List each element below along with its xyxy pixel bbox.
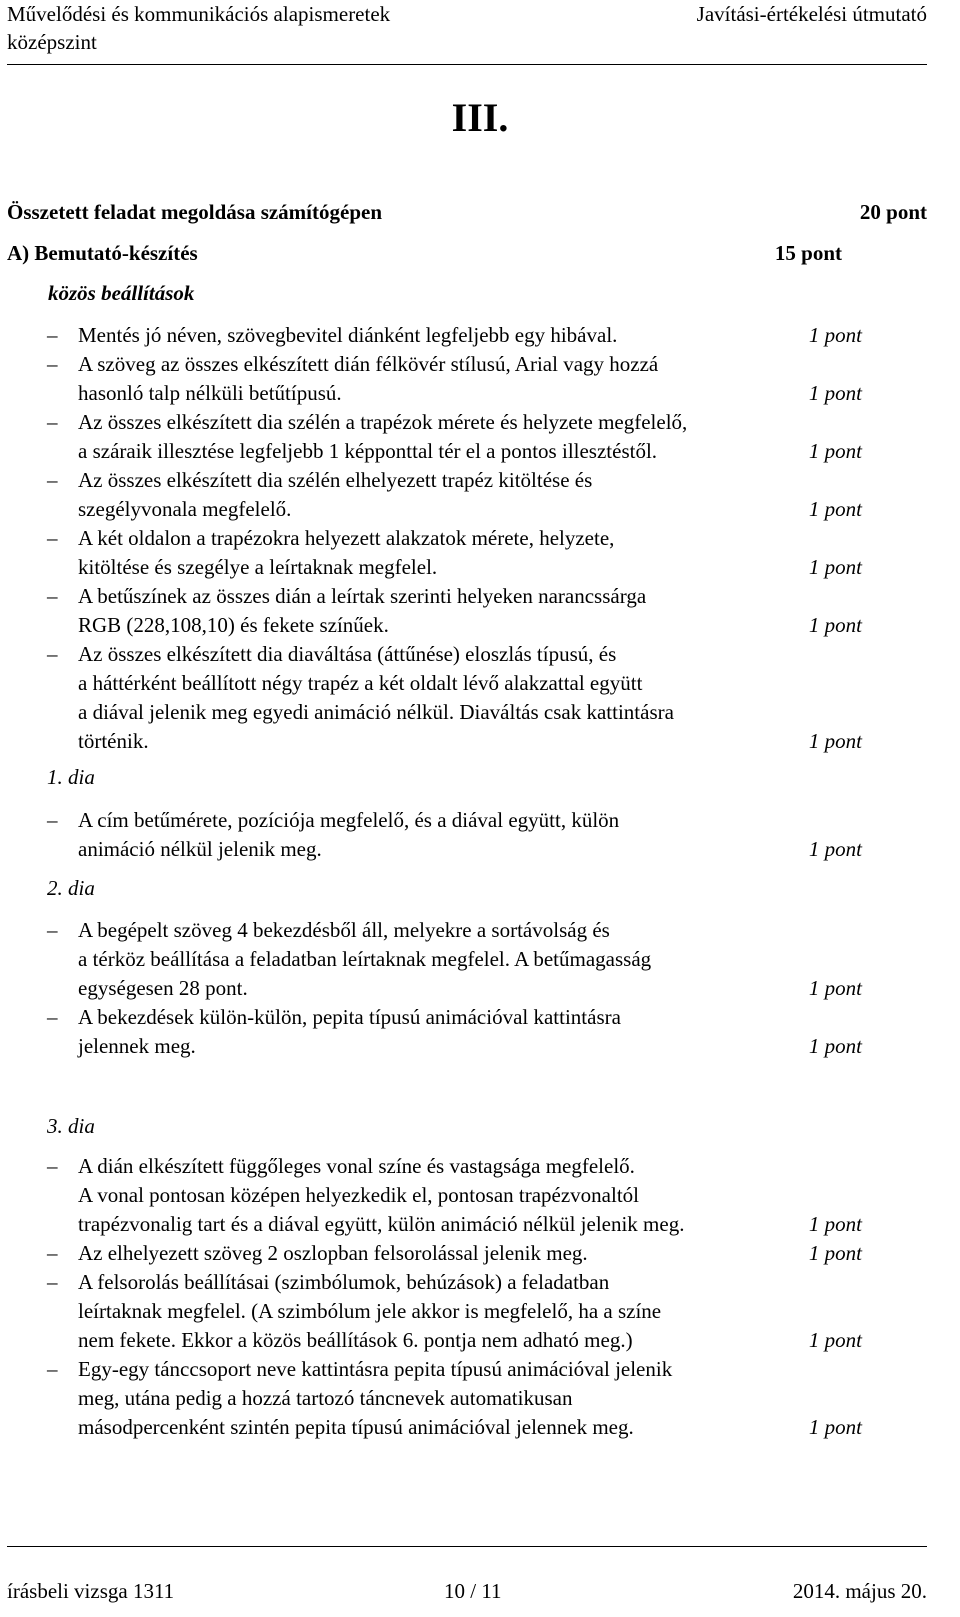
text-line: trapézvonalig tart és a diával együtt, külön animáció nélkül jelenik meg.: [78, 1212, 685, 1236]
footer-divider: [7, 1546, 927, 1547]
scoring-item: [47, 321, 862, 350]
item-points: 1 pont: [808, 1212, 862, 1236]
text-line: kitöltése és szegélye a leírtaknak megfelel.: [78, 555, 438, 579]
task-label: Összetett feladat megoldása számítógépen: [7, 200, 383, 224]
text-line: animáció nélkül jelenik meg.: [78, 837, 322, 861]
header-guide-title: Javítási-értékelési útmutató: [696, 2, 927, 26]
text-line: leírtaknak megfelel. (A szimbólum jele akkor is megfelelő, ha a színe: [78, 1299, 662, 1323]
scoring-item: [47, 524, 862, 582]
common-settings-heading: közös beállítások: [48, 281, 195, 305]
subtask-points: 15 pont: [774, 241, 842, 265]
text-line: egységesen 28 pont.: [78, 976, 248, 1000]
scoring-item: [47, 408, 862, 466]
task-points: 20 pont: [859, 200, 927, 224]
scoring-item-text: [78, 640, 798, 756]
item-points: 1 pont: [808, 555, 862, 579]
scoring-item: [47, 582, 862, 640]
scoring-item-text: [78, 321, 798, 350]
text-line: meg, utána pedig a hozzá tartozó táncnevek automatikusan: [78, 1386, 573, 1410]
dash-bullet: –: [47, 642, 58, 666]
task-heading: [7, 198, 927, 226]
text-line: nem fekete. Ekkor a közös beállítások 6. pontja nem adható meg.): [78, 1328, 633, 1352]
scoring-item: [47, 1152, 862, 1239]
scoring-item: [47, 806, 862, 864]
dash-bullet: –: [47, 323, 58, 347]
text-line: történik.: [78, 729, 149, 753]
section-title: III.: [451, 95, 509, 140]
dash-bullet: –: [47, 1270, 58, 1294]
item-points: 1 pont: [808, 497, 862, 521]
text-line: jelennek meg.: [78, 1034, 196, 1058]
scoring-item: [47, 1239, 862, 1268]
dash-bullet: –: [47, 1154, 58, 1178]
scoring-item-text: [78, 408, 798, 466]
text-line: hasonló talp nélküli betűtípusú.: [78, 381, 342, 405]
text-line: másodpercenként szintén pepita típusú animációval jelennek meg.: [78, 1415, 634, 1439]
slide1-heading: 1. dia: [47, 765, 95, 789]
text-line: Egy-egy tánccsoport neve kattintásra pepita típusú animációval jelenik: [78, 1357, 673, 1381]
dash-bullet: –: [47, 918, 58, 942]
item-points: 1 pont: [808, 976, 862, 1000]
dash-bullet: –: [47, 410, 58, 434]
scoring-item: [47, 1268, 862, 1355]
scoring-item-text: [78, 466, 798, 524]
scoring-item: [47, 350, 862, 408]
dash-bullet: –: [47, 808, 58, 832]
item-points: 1 pont: [808, 1241, 862, 1265]
text-line: a diával jelenik meg egyedi animáció nélkül. Diaváltás csak kattintásra: [78, 700, 674, 724]
dash-bullet: –: [47, 1357, 58, 1381]
scoring-item: [47, 1003, 862, 1061]
text-line: A két oldalon a trapézokra helyezett alakzatok mérete, helyzete,: [78, 526, 615, 550]
scoring-item-text: [78, 1268, 798, 1355]
scoring-item-text: [78, 1152, 798, 1239]
scoring-item: [47, 466, 862, 524]
item-points: 1 pont: [808, 729, 862, 753]
subtask-heading: [7, 239, 927, 267]
dash-bullet: –: [47, 468, 58, 492]
scoring-item: [47, 640, 862, 756]
header-left: [7, 0, 390, 56]
text-line: A begépelt szöveg 4 bekezdésből áll, melyekre a sortávolság és: [78, 918, 610, 942]
item-points: 1 pont: [808, 323, 862, 347]
text-line: A szöveg az összes elkészített dián félkövér stílusú, Arial vagy hozzá: [78, 352, 659, 376]
page-header: [7, 0, 927, 62]
item-points: 1 pont: [808, 837, 862, 861]
text-line: Az összes elkészített dia szélén elhelyezett trapéz kitöltése és: [78, 468, 593, 492]
footer-exam-code: írásbeli vizsga 1311: [7, 1579, 175, 1603]
scoring-item-text: [78, 524, 798, 582]
text-line: Az összes elkészített dia diaváltása (áttűnése) eloszlás típusú, és: [78, 642, 617, 666]
scoring-item-text: [78, 1003, 798, 1061]
header-subject: Művelődési és kommunikációs alapismeretek: [7, 2, 391, 26]
text-line: A vonal pontosan középen helyezkedik el, pontosan trapézvonaltól: [78, 1183, 640, 1207]
dash-bullet: –: [47, 526, 58, 550]
scoring-item: [47, 1355, 862, 1442]
item-points: 1 pont: [808, 613, 862, 637]
text-line: A dián elkészített függőleges vonal színe és vastagsága megfelelő.: [78, 1154, 635, 1178]
scoring-item-text: [78, 350, 798, 408]
scoring-item: [47, 916, 862, 1003]
text-line: RGB (228,108,10) és fekete színűek.: [78, 613, 389, 637]
item-points: 1 pont: [808, 1328, 862, 1352]
text-line: Az elhelyezett szöveg 2 oszlopban felsorolással jelenik meg.: [78, 1241, 588, 1265]
scoring-item-text: [78, 582, 798, 640]
item-points: 1 pont: [808, 439, 862, 463]
text-line: a háttérként beállított négy trapéz a két oldalt lévő alakzattal együtt: [78, 671, 643, 695]
item-points: 1 pont: [808, 1415, 862, 1439]
text-line: A bekezdések külön-külön, pepita típusú animációval kattintásra: [78, 1005, 621, 1029]
text-line: Mentés jó néven, szövegbevitel diánként legfeljebb egy hibával.: [78, 323, 618, 347]
footer-page-number: 10 / 11: [444, 1579, 502, 1603]
item-points: 1 pont: [808, 381, 862, 405]
dash-bullet: –: [47, 352, 58, 376]
dash-bullet: –: [47, 1241, 58, 1265]
slide3-heading: 3. dia: [47, 1114, 95, 1138]
header-divider: [7, 64, 927, 65]
scoring-item-text: [78, 806, 798, 864]
dash-bullet: –: [47, 584, 58, 608]
text-line: A cím betűmérete, pozíciója megfelelő, és a diával együtt, külön: [78, 808, 620, 832]
footer-date: 2014. május 20.: [792, 1579, 927, 1603]
text-line: a száraik illesztése legfeljebb 1 képponttal tér el a pontos illesztéstől.: [78, 439, 658, 463]
scoring-item-text: [78, 1239, 798, 1268]
header-level: középszint: [7, 30, 97, 54]
scoring-item-text: [78, 1355, 798, 1442]
text-line: Az összes elkészített dia szélén a trapézok mérete és helyzete megfelelő,: [78, 410, 688, 434]
item-points: 1 pont: [808, 1034, 862, 1058]
text-line: A felsorolás beállításai (szimbólumok, behúzások) a feladatban: [78, 1270, 610, 1294]
dash-bullet: –: [47, 1005, 58, 1029]
text-line: szegélyvonala megfelelő.: [78, 497, 292, 521]
slide2-heading: 2. dia: [47, 876, 95, 900]
subtask-label: A) Bemutató-készítés: [7, 241, 198, 265]
text-line: A betűszínek az összes dián a leírtak szerinti helyeken narancssárga: [78, 584, 647, 608]
text-line: a térköz beállítása a feladatban leírtaknak megfelel. A betűmagasság: [78, 947, 652, 971]
scoring-item-text: [78, 916, 798, 1003]
